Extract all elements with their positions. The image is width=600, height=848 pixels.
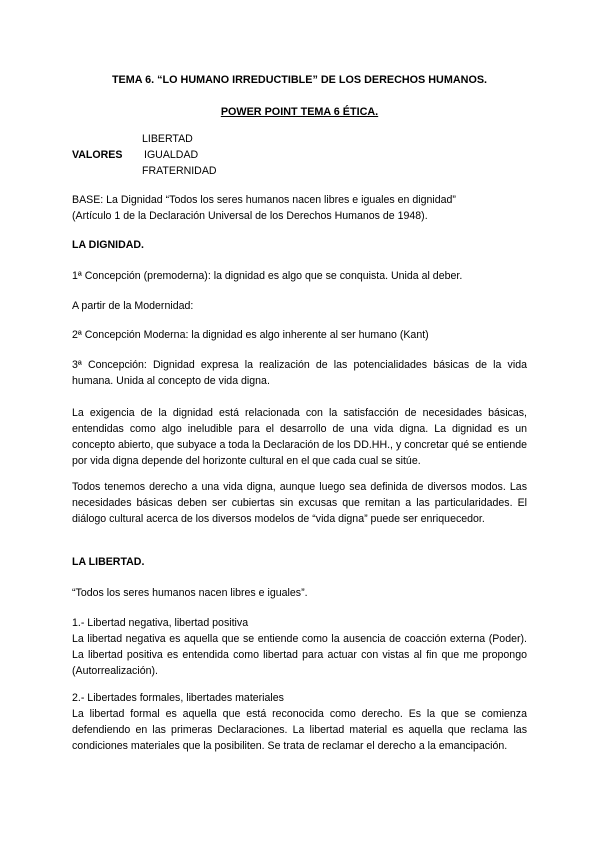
paragraph: La libertad formal es aquella que está reconocida como derecho. Es la que se comienza defendiendo en las primeras Declaraciones. La libertad material es aquella que reclama las condiciones materiales que la posibiliten. Se trata de reclamar el derecho a la emancipación. bbox=[72, 708, 527, 752]
subsection-title: 2.- Libertades formales, libertades materiales bbox=[72, 692, 284, 704]
paragraph: 2ª Concepción Moderna: la dignidad es algo inherente al ser humano (Kant) bbox=[72, 329, 429, 341]
document-subtitle: POWER POINT TEMA 6 ÉTICA. bbox=[220, 106, 379, 118]
subsection-title: 1.- Libertad negativa, libertad positiva bbox=[72, 617, 249, 629]
value-item: LIBERTAD bbox=[142, 133, 193, 145]
paragraph: La libertad negativa es aquella que se entiende como la ausencia de coacción externa (Poder). La libertad positiva es entendida como libertad para actuar con vistas al fin que me propongo (Autorrealización). bbox=[72, 633, 527, 677]
section-heading-dignidad: LA DIGNIDAD. bbox=[72, 239, 144, 251]
subsection-1 bbox=[72, 615, 527, 679]
paragraph: Todos tenemos derecho a una vida digna, aunque luego sea definida de diversos modos. Las necesidades básicas deben ser cubiertas sin excusas que remitan a las particularidades. El diálogo cultural acerca de los diversos modelos de “vida digna” puede ser enriquecedor. bbox=[72, 481, 527, 525]
quote-paragraph: “Todos los seres humanos nacen libres e iguales”. bbox=[72, 587, 308, 599]
values-block bbox=[72, 131, 527, 179]
paragraph: 1ª Concepción (premoderna): la dignidad es algo que se conquista. Unida al deber. bbox=[72, 270, 463, 282]
base-line-1: BASE: La Dignidad “Todos los seres humanos nacen libres e iguales en dignidad” bbox=[72, 194, 456, 206]
value-item: IGUALDAD bbox=[144, 149, 199, 161]
values-label: VALORES bbox=[72, 149, 123, 161]
base-line-2: (Artículo 1 de la Declaración Universal de los Derechos Humanos de 1948). bbox=[72, 210, 428, 222]
paragraph: 3ª Concepción: Dignidad expresa la realización de las potencialidades básicas de la vida humana. Unida al concepto de vida digna. bbox=[72, 359, 527, 387]
section-heading-libertad: LA LIBERTAD. bbox=[72, 556, 145, 568]
base-paragraph bbox=[72, 192, 527, 224]
value-item: FRATERNIDAD bbox=[142, 165, 217, 177]
paragraph: La exigencia de la dignidad está relacionada con la satisfacción de necesidades básicas, entendidas como algo ineludible para el desarrollo de una vida digna. La dignidad es un concepto abierto, que subyace a toda la Declaración de los DD.HH., y concretar qué se entiende por vida digna depende del horizonte cultural en el que cada cual se sitúe. bbox=[72, 407, 527, 467]
document-title: TEMA 6. “LO HUMANO IRREDUCTIBLE” DE LOS DERECHOS HUMANOS. bbox=[111, 74, 488, 86]
subsection-2 bbox=[72, 690, 527, 754]
paragraph: A partir de la Modernidad: bbox=[72, 300, 194, 312]
